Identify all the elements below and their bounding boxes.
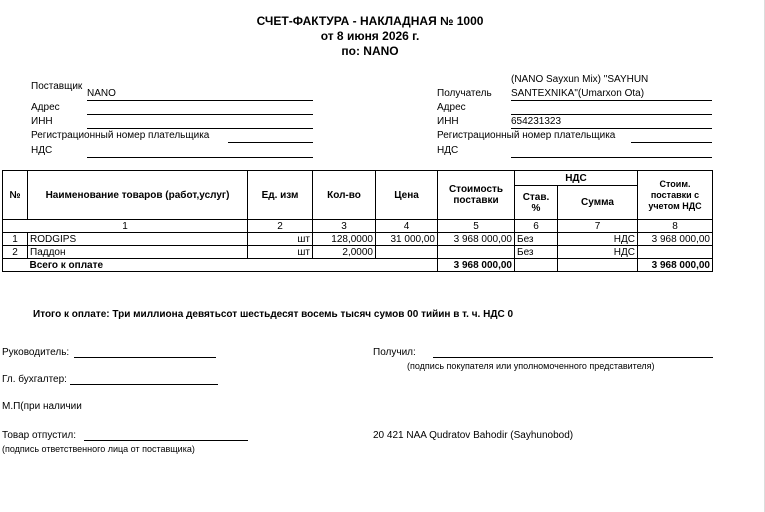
received-label: Получил: xyxy=(373,347,416,358)
col-number-7: 7 xyxy=(558,220,638,233)
released-signature-line xyxy=(84,440,248,441)
row-vat-rate: Без xyxy=(515,246,558,259)
invoice-title: СЧЕТ-ФАКТУРА - НАКЛАДНАЯ № 1000 xyxy=(256,14,484,28)
header-unit: Ед. изм xyxy=(248,171,313,220)
row-name: RODGIPS xyxy=(28,233,248,246)
supplier-vat-line xyxy=(87,157,313,158)
row-price xyxy=(376,246,438,259)
invoice-po: по: NANO xyxy=(341,44,399,58)
row-num: 1 xyxy=(3,233,28,246)
row-qty: 128,0000 xyxy=(313,233,376,246)
recipient-address-line xyxy=(511,114,712,115)
header-cost: Стоимость поставки xyxy=(438,171,515,220)
recipient-address-label: Адрес xyxy=(437,102,466,113)
recipient-inn-value: 654231323 xyxy=(511,116,562,127)
stamp-label: М.П(при наличии xyxy=(2,401,82,412)
row-vat-sum: НДС xyxy=(558,233,638,246)
recipient-reg-line xyxy=(631,142,712,143)
invoice-table xyxy=(2,170,713,272)
accountant-signature-line xyxy=(70,384,218,385)
col-number-1: 1 xyxy=(3,220,248,233)
row-cost xyxy=(438,246,515,259)
header-price: Цена xyxy=(376,171,438,220)
total-label: Всего к оплате xyxy=(28,259,438,272)
col-number-3: 3 xyxy=(313,220,376,233)
row-unit: шт xyxy=(248,246,313,259)
recipient-name-line xyxy=(511,100,712,101)
supplier-address-line xyxy=(87,114,313,115)
header-name: Наименование товаров (работ,услуг) xyxy=(28,171,248,220)
recipient-inn-label: ИНН xyxy=(437,116,459,127)
recipient-label: Получатель xyxy=(437,88,492,99)
header-num: № xyxy=(3,171,28,220)
recipient-reg-label: Регистрационный номер плательщика xyxy=(437,130,616,141)
row-cost: 3 968 000,00 xyxy=(438,233,515,246)
supplier-name: NANO xyxy=(87,88,116,99)
col-number-4: 4 xyxy=(376,220,438,233)
supplier-vat-label: НДС xyxy=(31,145,53,156)
row-unit: шт xyxy=(248,233,313,246)
table-row xyxy=(3,246,713,259)
supplier-label: Поставщик xyxy=(31,81,83,92)
supplier-name-line xyxy=(87,100,313,101)
col-number-6: 6 xyxy=(515,220,558,233)
header-vat-sum: Сумма xyxy=(558,186,638,220)
recipient-vat-line xyxy=(511,157,712,158)
accountant-label: Гл. бухгалтер: xyxy=(2,374,67,385)
supplier-reg-line xyxy=(228,142,313,143)
row-qty: 2,0000 xyxy=(313,246,376,259)
col-number-5: 5 xyxy=(438,220,515,233)
row-name: Паддон xyxy=(28,246,248,259)
supplier-address-label: Адрес xyxy=(31,102,60,113)
header-total: Стоим. поставки с учетом НДС xyxy=(638,171,713,220)
invoice-date: от 8 июня 2026 г. xyxy=(320,29,420,43)
director-signature-line xyxy=(74,357,216,358)
recipient-name-line1: (NANO Sayxun Mix) "SAYHUN xyxy=(511,74,649,85)
recipient-inn-line xyxy=(511,128,712,129)
total-row xyxy=(3,259,713,272)
table-row xyxy=(3,233,713,246)
received-signature-line xyxy=(433,357,713,358)
header-vat-rate: Став. % xyxy=(515,186,558,220)
total-with-vat: 3 968 000,00 xyxy=(638,259,713,272)
row-vat-sum: НДС xyxy=(558,246,638,259)
received-note: (подпись покупателя или уполномоченного представителя) xyxy=(407,361,655,371)
released-label: Товар отпустил: xyxy=(2,430,76,441)
header-qty: Кол-во xyxy=(313,171,376,220)
amount-in-words: Итого к оплате: Три миллиона девятьсот шестьдесят восемь тысяч сумов 00 тийин в т. ч. НДС 0 xyxy=(33,309,514,320)
col-number-2: 2 xyxy=(248,220,313,233)
director-label: Руководитель: xyxy=(2,347,70,358)
responsible-person: 20 421 NAA Qudratov Bahodir (Sayhunobod) xyxy=(373,430,574,441)
supplier-reg-label: Регистрационный номер плательщика xyxy=(31,130,210,141)
supplier-inn-label: ИНН xyxy=(31,116,53,127)
row-vat-rate: Без xyxy=(515,233,558,246)
header-vat: НДС xyxy=(515,171,638,186)
total-cost: 3 968 000,00 xyxy=(438,259,515,272)
recipient-name-line2: SANTEXNIKA"(Umarxon Ota) xyxy=(511,88,645,99)
recipient-vat-label: НДС xyxy=(437,145,459,156)
col-number-8: 8 xyxy=(638,220,713,233)
row-num: 2 xyxy=(3,246,28,259)
row-total xyxy=(638,246,713,259)
row-price: 31 000,00 xyxy=(376,233,438,246)
supplier-inn-line xyxy=(87,128,313,129)
released-note: (подпись ответственного лица от поставщика) xyxy=(2,444,195,454)
row-total: 3 968 000,00 xyxy=(638,233,713,246)
